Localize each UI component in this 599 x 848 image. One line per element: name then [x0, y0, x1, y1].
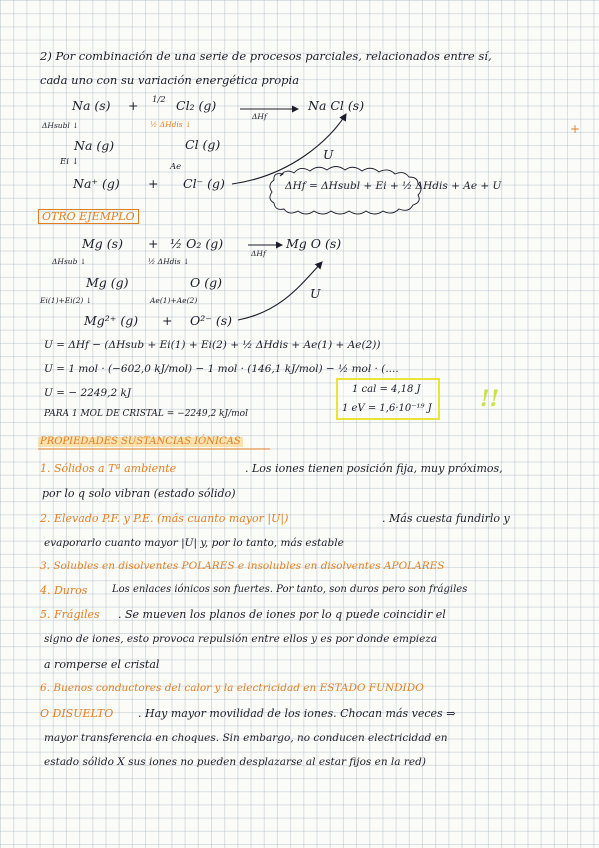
dh-subl: ΔHsubl ↓ — [42, 121, 79, 130]
prop-5-line-2: signo de iones, esto provoca repulsión entre ellos y es por donde empieza — [44, 633, 438, 645]
prop-3-head: 3. Solubles en disolventes POLARES e insolubles en disolventes APOLARES — [40, 560, 445, 572]
props-title: PROPIEDADES SUSTANCIAS IÓNICAS — [40, 436, 241, 447]
half-dh-dis: ½ ΔHdis ↓ — [148, 257, 190, 266]
prop-5-line-3: a romperse el cristal — [44, 658, 160, 671]
calc-line-3: U = − 2249,2 kJ — [44, 387, 132, 399]
lattice-energy-u: U — [310, 286, 321, 301]
nacl-s: Na Cl (s) — [308, 98, 365, 113]
ae-label: Ae — [170, 162, 182, 172]
calc-line-2: U = 1 mol · (−602,0 kJ/mol) − 1 mol · (146,1 kJ/mol) − ½ mol · (.... — [44, 363, 399, 375]
header-line-1: 2) Por combinación de una serie de procesos parciales, relacionados entre sí, — [40, 49, 492, 63]
lattice-curve-arrow-2 — [238, 262, 322, 320]
prop-6-line-3: estado sólido X sus iones no pueden desplazarse al estar fijos en la red) — [44, 756, 426, 768]
prop-2-line-2: evaporarlo cuanto mayor |U| y, por lo tanto, más estable — [44, 537, 344, 549]
prop-6-head-2: O DISUELTO — [40, 707, 114, 720]
prop-1-line-2: por lo q solo vibran (estado sólido) — [42, 487, 236, 500]
mgo-s: Mg O (s) — [286, 236, 342, 251]
header-line-2: cada uno con su variación energética propia — [40, 73, 300, 87]
o2-minus: O²⁻ (s) — [190, 313, 232, 328]
otro-ejemplo-label: OTRO EJEMPLO — [38, 209, 139, 224]
half-dh-dis: ½ ΔHdis ↓ — [150, 120, 192, 129]
prop-6-head: 6. Buenos conductores del calor y la electricidad en ESTADO FUNDIDO — [40, 682, 424, 694]
dh-sub: ΔHsub ↓ — [52, 257, 87, 266]
half-coefficient: 1/2 — [152, 95, 166, 105]
prop-4-text: Los enlaces iónicos son fuertes. Por tanto, son duros pero son frágiles — [112, 584, 468, 595]
lattice-curve-arrow-1 — [232, 114, 346, 184]
na-s: Na (s) — [72, 98, 111, 113]
plus-sign-2: + — [162, 313, 173, 328]
prop-5-text: . Se mueven los planos de iones por lo q puede coincidir el — [118, 608, 446, 621]
plus-sign: + — [148, 236, 159, 251]
prop-6-line-2: mayor transferencia en choques. Sin embargo, no conducen electricidad en — [44, 732, 448, 744]
mg2-plus-g: Mg²⁺ (g) — [84, 313, 139, 328]
prop-5-head: 5. Frágiles — [40, 608, 100, 621]
o-g: O (g) — [190, 275, 222, 290]
cal-to-joule: 1 cal = 4,18 J — [352, 384, 421, 395]
formula-cloud — [270, 167, 421, 215]
dh-f-label: ΔHf — [251, 249, 266, 258]
ei-label: Ei ↓ — [60, 157, 79, 167]
na-plus-g: Na⁺ (g) — [73, 176, 120, 191]
margin-mark: + — [570, 122, 581, 136]
exclamation-marks: !! — [480, 386, 500, 412]
calc-line-1: U = ΔHf − (ΔHsub + Ei(1) + Ei(2) + ½ ΔHdis + Ae(1) + Ae(2)) — [44, 339, 381, 351]
o2-g: ½ O₂ (g) — [170, 236, 224, 251]
mg-s: Mg (s) — [82, 236, 123, 251]
cl-minus-g: Cl⁻ (g) — [183, 176, 225, 191]
mg-g: Mg (g) — [86, 275, 129, 290]
calc-line-4: PARA 1 MOL DE CRISTAL = −2249,2 kJ/mol — [44, 409, 248, 419]
prop-6-text: . Hay mayor movilidad de los iones. Chocan más veces ⇒ — [138, 707, 456, 720]
cl2-g: Cl₂ (g) — [176, 98, 217, 113]
prop-2-head: 2. Elevado P.F. y P.E. (más cuanto mayor |U|) — [40, 512, 289, 525]
plus-sign: + — [128, 98, 139, 113]
ei-sum: Ei(1)+Ei(2) ↓ — [40, 296, 92, 305]
lattice-energy-u: U — [323, 147, 334, 162]
ae-sum: Ae(1)+Ae(2) — [150, 296, 198, 305]
prop-1-head: 1. Sólidos a Tª ambiente — [40, 462, 177, 475]
dh-f-label: ΔHf — [252, 112, 267, 121]
cl-g: Cl (g) — [185, 137, 221, 152]
na-g: Na (g) — [74, 138, 115, 153]
prop-1-text: . Los iones tienen posición fija, muy próximos, — [245, 462, 503, 475]
ev-to-joule: 1 eV = 1,6·10⁻¹⁹ J — [342, 403, 432, 414]
prop-4-head: 4. Duros — [40, 584, 88, 597]
prop-2-text: . Más cuesta fundirlo y — [382, 512, 510, 525]
plus-sign-2: + — [148, 176, 159, 191]
nacl-formula: ΔHf = ΔHsubl + Ei + ½ ΔHdis + Ae + U — [285, 180, 502, 192]
